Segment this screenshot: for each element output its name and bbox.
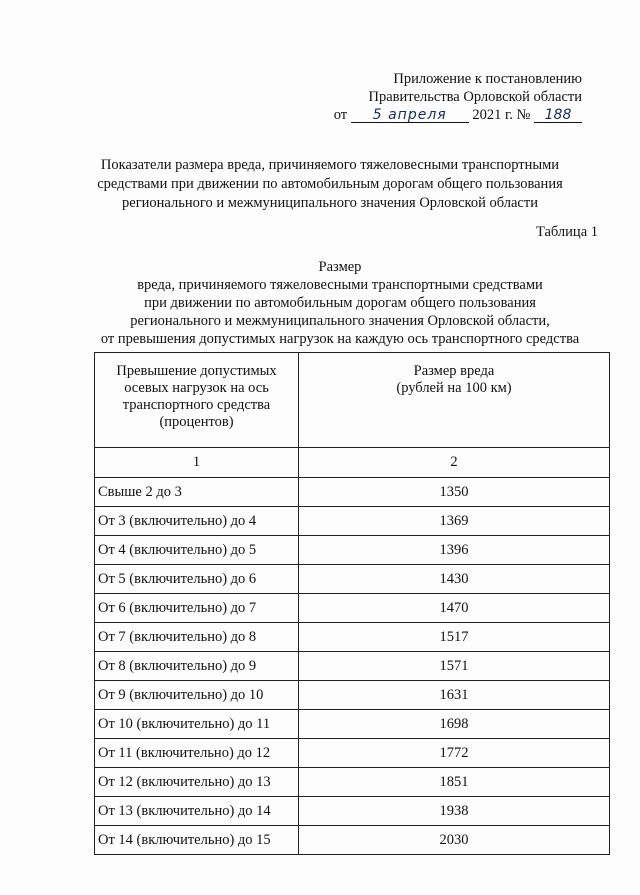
table-row: [95, 768, 610, 797]
damage-value: 1396: [299, 536, 610, 565]
table-row: [95, 797, 610, 826]
appendix-line-1: Приложение к постановлению: [393, 71, 582, 87]
header-overload-line-1: Превышение допустимых: [116, 363, 277, 379]
overload-range: От 12 (включительно) до 13: [95, 768, 299, 797]
table-row: [95, 594, 610, 623]
damage-value: 1571: [299, 652, 610, 681]
header-damage: [299, 353, 610, 448]
overload-range: От 3 (включительно) до 4: [95, 507, 299, 536]
table-row: [95, 565, 610, 594]
overload-range: От 6 (включительно) до 7: [95, 594, 299, 623]
damage-value: 1470: [299, 594, 610, 623]
table-caption: [60, 258, 620, 348]
overload-range: От 13 (включительно) до 14: [95, 797, 299, 826]
header-damage-line-1: Размер вреда: [413, 363, 495, 379]
overload-range: От 9 (включительно) до 10: [95, 681, 299, 710]
appendix-line-2: Правительства Орловской области: [368, 89, 582, 105]
damage-value: 1772: [299, 739, 610, 768]
table-row: [95, 623, 610, 652]
handwritten-number: 188: [534, 108, 582, 123]
table-header-row: [95, 353, 610, 448]
table-row: [95, 710, 610, 739]
table-row: [95, 536, 610, 565]
appendix-block: [322, 70, 582, 124]
caption-line-3: при движении по автомобильным дорогам общего пользования: [144, 295, 536, 311]
overload-range: От 10 (включительно) до 11: [95, 710, 299, 739]
overload-range: От 4 (включительно) до 5: [95, 536, 299, 565]
title-line-2: средствами при движении по автомобильным дорогам общего пользования: [97, 176, 563, 192]
table-label: Таблица 1: [535, 224, 598, 240]
header-overload-line-2: осевых нагрузок на ось: [124, 380, 269, 396]
column-index-row: [95, 448, 610, 478]
table-row: [95, 826, 610, 855]
damage-value: 1631: [299, 681, 610, 710]
damage-value: 1698: [299, 710, 610, 739]
overload-range: От 14 (включительно) до 15: [95, 826, 299, 855]
table-row: [95, 681, 610, 710]
table-row: [95, 652, 610, 681]
caption-line-4: регионального и межмуниципального значения Орловской области,: [130, 313, 550, 329]
overload-range: От 11 (включительно) до 12: [95, 739, 299, 768]
header-overload-line-4: (процентов): [159, 414, 234, 430]
appendix-prefix: от: [333, 107, 348, 123]
header-overload: [95, 353, 299, 448]
title-line-3: регионального и межмуниципального значения Орловской области: [122, 195, 538, 211]
header-damage-line-2: (рублей на 100 км): [396, 380, 512, 396]
handwritten-date: 5 апреля: [351, 108, 469, 123]
damage-value: 1938: [299, 797, 610, 826]
table-row: [95, 507, 610, 536]
table-row: [95, 739, 610, 768]
damage-value: 1851: [299, 768, 610, 797]
damage-value: 1369: [299, 507, 610, 536]
damage-value: 1350: [299, 478, 610, 507]
caption-line-1: Размер: [318, 259, 362, 275]
overload-range: От 8 (включительно) до 9: [95, 652, 299, 681]
damage-value: 1517: [299, 623, 610, 652]
document-title: [60, 156, 600, 213]
column-index-1: 1: [95, 448, 299, 478]
caption-line-2: вреда, причиняемого тяжеловесными транспортными средствами: [137, 277, 543, 293]
overload-range: От 7 (включительно) до 8: [95, 623, 299, 652]
damage-table: [94, 352, 610, 855]
overload-range: От 5 (включительно) до 6: [95, 565, 299, 594]
column-index-2: 2: [299, 448, 610, 478]
damage-value: 2030: [299, 826, 610, 855]
appendix-year: 2021 г. №: [472, 107, 531, 123]
header-overload-line-3: транспортного средства: [122, 397, 271, 413]
appendix-date-row: [322, 106, 582, 124]
damage-value: 1430: [299, 565, 610, 594]
overload-range: Свыше 2 до 3: [95, 478, 299, 507]
caption-line-5: от превышения допустимых нагрузок на каждую ось транспортного средства: [100, 331, 580, 347]
title-line-1: Показатели размера вреда, причиняемого тяжеловесными транспортными: [100, 157, 560, 173]
table-row: [95, 478, 610, 507]
